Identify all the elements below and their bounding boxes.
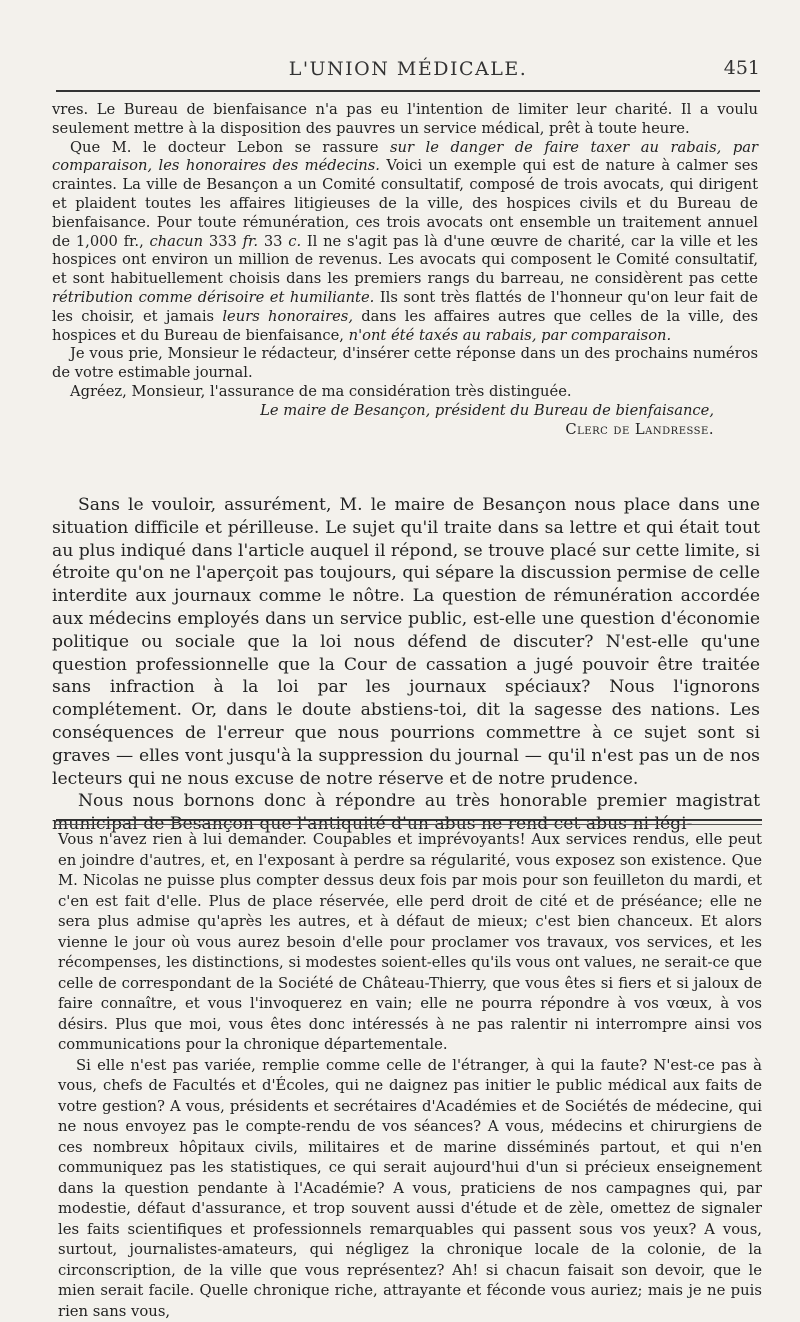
italic-run: fr.	[243, 233, 259, 250]
text-run: Ils sont très flattés de l'honneur qu'on leur fait de les choisir, et jamais	[52, 289, 758, 325]
signature-name: Clerc de Landresse.	[52, 421, 758, 440]
italic-run: c.	[288, 233, 301, 250]
italic-run: leurs honoraires,	[222, 308, 353, 325]
page-number: 451	[724, 57, 760, 79]
letter-paragraph	[52, 139, 758, 346]
editorial-section	[52, 494, 760, 836]
feuilleton-section	[58, 830, 762, 1322]
feuilleton-divider-thin	[56, 824, 762, 825]
text-run: Que M. le docteur Lebon se rassure	[70, 139, 390, 156]
feuilleton-paragraph: Si elle n'est pas variée, remplie comme celle de l'étranger, à qui la faute? N'est-ce pas à vous, chefs de Facultés et d'Écoles, qui ne daignez pas initier le public médical aux faits de votre gestion? A vous, présidents et secrétaires d'Académies et de Sociétés de médecine, qui ne nous envoyez pas le compte-rendu de vos séances? A vous, médecins et chirurgiens de ces nombreux hôpitaux civils, militaires et de marine disséminés partout, et qui n'en communiquez pas les statistiques, ce qui serait aujourd'hui d'un si précieux enseignement dans la question pendante à l'Académie? A vous, praticiens de nos campagnes qui, par modestie, défaut d'assurance, et trop souvent aussi d'étude et de zèle, omettez de signaler les faits scientifiques et professionnels remarquables qui passent sous vos yeux? A vous, surtout, journalistes-amateurs, qui négligez la chronique locale de la colonie, de la circonscription, de la ville que vous représentez? Ah! si chacun faisait son devoir, que le mien serait facile. Quelle chronique riche, attrayante et féconde vous auriez; mais je ne puis rien sans vous,	[58, 1056, 762, 1322]
text-run: Voici un exemple qui est de nature à calmer ses craintes. La ville de Besançon a un Comité consultatif, composé de trois avocats, qui dirigent et plaident toutes les affaires litigieuses de la ville, des hospices civils et du Bureau de bienfaisance. Pour toute rémunération, ces trois avocats ont ensemble un traitement annuel de 1,000 fr.,	[52, 157, 758, 249]
letter-paragraph: Je vous prie, Monsieur le rédacteur, d'insérer cette réponse dans un des prochains numéros de votre estimable journal.	[52, 345, 758, 383]
letter-section	[52, 101, 758, 439]
running-title: L'UNION MÉDICALE.	[56, 58, 760, 80]
italic-run: rétribution comme dérisoire et humiliante.	[52, 289, 374, 306]
italic-run: chacun	[150, 233, 204, 250]
page-header	[56, 50, 760, 92]
italic-run: sur le danger de faire taxer au rabais, par comparaison, les honoraires des médecins.	[52, 139, 758, 175]
text-run: 33	[258, 233, 288, 250]
text-run: Il ne s'agit pas là d'une œuvre de charité, car la ville et les hospices ont environ un million de revenus. Les avocats qui composent le Comité consultatif, et sont habituellement choisis dans les premiers rangs du barreau, ne considèrent pas cette	[52, 233, 758, 288]
letter-paragraph: vres. Le Bureau de bienfaisance n'a pas eu l'intention de limiter leur charité. Il a voulu seulement mettre à la disposition des pauvres un service médical, prêt à toute heure.	[52, 101, 758, 139]
italic-run: Le maire de Besançon, président du Bureau de bienfaisance,	[260, 402, 714, 419]
text-run: dans les affaires autres que celles de la ville, des hospices et du Bureau de bienfaisance,	[52, 308, 758, 344]
text-run: 333	[203, 233, 242, 250]
feuilleton-divider	[56, 819, 762, 821]
feuilleton-paragraph: Vous n'avez rien à lui demander. Coupables et imprévoyants! Aux services rendus, elle peut en joindre d'autres, et, en l'exposant à perdre sa régularité, vous exposez son existence. Que M. Nicolas ne puisse plus compter dessus deux fois par mois pour son feuilleton du mardi, et c'en est fait d'elle. Plus de place réservée, elle perd droit de cité et de préséance; elle ne sera plus admise qu'après les autres, et à défaut de mieux; c'est bien chanceux. Et alors vienne le jour où vous aurez besoin d'elle pour proclamer vos travaux, vos services, et les récompenses, les distinctions, si modestes soient-elles qu'ils vous ont values, ne serait-ce que celle de correspondant de la Société de Château-Thierry, que vous êtes si fiers et si jaloux de faire connaître, et vous l'invoquerez en vain; elle ne pourra répondre à vos vœux, à vos désirs. Plus que moi, vous êtes donc intéressés à ne pas ralentir ni interrompre ainsi vos communications pour la chronique départementale.	[58, 830, 762, 1056]
signature-title	[52, 402, 758, 421]
editorial-paragraph: Nous nous bornons donc à répondre au très honorable premier magistrat municipal de Besançon que l'antiquité d'un abus ne rend cet abus ni légi-	[52, 790, 760, 836]
italic-run: n'ont été taxés au rabais, par comparaison.	[349, 327, 672, 344]
letter-paragraph: Agréez, Monsieur, l'assurance de ma considération très distinguée.	[52, 383, 758, 402]
editorial-paragraph: Sans le vouloir, assurément, M. le maire de Besançon nous place dans une situation difficile et périlleuse. Le sujet qu'il traite dans sa lettre et qui était tout au plus indiqué dans l'article auquel il répond, se trouve placé sur cette limite, si étroite qu'on ne l'aperçoit pas toujours, qui sépare la discussion permise de celle interdite aux journaux comme le nôtre. La question de rémunération accordée aux médecins employés dans un service public, est-elle une question d'économie politique ou sociale que la loi nous défend de discuter? N'est-elle qu'une question professionnelle que la Cour de cassation a jugé pouvoir être traitée sans infraction à la loi par les journaux spéciaux? Nous l'ignorons complétement. Or, dans le doute abstiens-toi, dit la sagesse des nations. Les conséquences de l'erreur que nous pourrions commettre à ce sujet sont si graves — elles vont jusqu'à la suppression du journal — qu'il n'est pas un de nos lecteurs qui ne nous excuse de notre réserve et de notre prudence.	[52, 494, 760, 790]
